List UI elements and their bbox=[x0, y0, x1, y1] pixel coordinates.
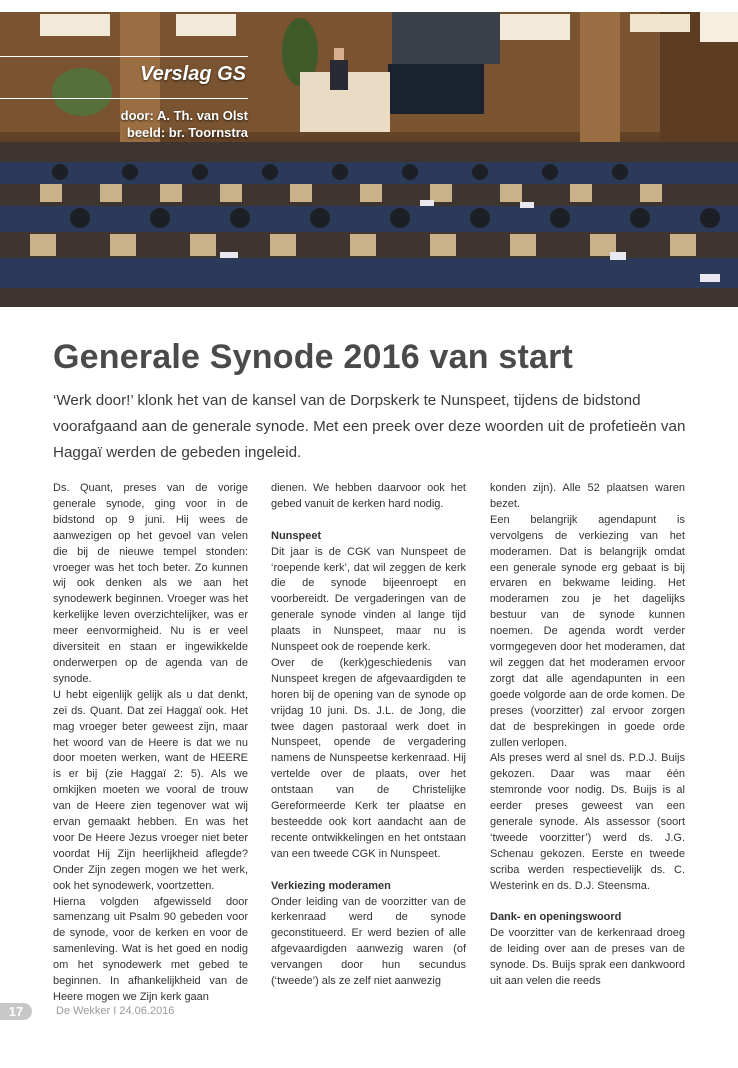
photo-credit: beeld: br. Toornstra bbox=[126, 125, 248, 140]
section-title: Verslag GS bbox=[140, 63, 246, 85]
column-2 bbox=[271, 481, 466, 990]
author-credit: door: A. Th. van Olst bbox=[120, 108, 248, 123]
paragraph: konden zijn). Alle 52 plaatsen waren bezet. bbox=[490, 482, 685, 510]
bottom-rule bbox=[0, 98, 248, 99]
subheading-dank-en-openingswoord: Dank- en openingswoord bbox=[490, 911, 622, 924]
paragraph: Onder leiding van de voorzitter van de kerkenraad werd de synode geconstitueerd. Er werd bezien of alle afgevaardigden aanwezig waren (of vervangen door hun secundus (‘tweede’) als ze zelf niet aanwezig bbox=[271, 895, 466, 988]
article-title: Generale Synode 2016 van start bbox=[53, 338, 574, 376]
paragraph: Ds. Quant, preses van de vorige generale synode, ging voor in de bidstond op 9 juni. Hij wees de aanwezigen op het gevoel van velen die bij de nieuwe tempel stonden: vroeger was het toch beter. Zo kunnen wij ook denken als we aan het synodewerk beginnen. Vroeger was het kerkelijke leven overzichtelijker, was er meer eenvormigheid. Nu is er veel diversiteit en staan er ingewikkelde onderwerpen op de agenda van de synode. bbox=[53, 482, 248, 685]
paragraph: dienen. We hebben daarvoor ook het gebed vanuit de kerken hard nodig. bbox=[271, 482, 466, 510]
hero-photo bbox=[0, 12, 738, 307]
paragraph: Dit jaar is de CGK van Nunspeet de ‘roepende kerk’, dat wil zeggen de kerk die de synode bijeenroept en voorbereidt. De vergaderingen van de generale synode vinden al lange tijd plaats in Nunspeet, maar nu is Nunspeet ook de roepende kerk. bbox=[271, 545, 466, 654]
paragraph: De voorzitter van de kerkenraad droeg de leiding over aan de preses van de synode. Ds. Buijs sprak een dankwoord uit aan velen die reeds bbox=[490, 927, 685, 988]
paragraph: Een belangrijk agendapunt is vervolgens de verkiezing van het moderamen. Dat is belangrijk omdat een generale synode erg gebaat is bij ervaren en bekwame leiding. Het moderamen zou je het dagelijks bestuur van de synode kunnen noemen. De agenda wordt verder vormgegeven door het moderamen, dat wil zeggen dat het moderamen ervoor zorgt dat alle agendapunten in een goede volgorde aan de orde komen. De preses (voorzitter) zal ervoor zorgen dat de besprekingen in goede orde zullen verlopen. bbox=[490, 513, 685, 749]
column-1 bbox=[53, 481, 248, 1006]
page-number: 17 bbox=[0, 1003, 32, 1020]
top-rule bbox=[0, 56, 248, 57]
publication-info: De Wekker I 24.06.2016 bbox=[56, 1005, 175, 1017]
subheading-verkiezing-moderamen: Verkiezing moderamen bbox=[271, 879, 391, 892]
paragraph: Hierna volgden afgewisseld door samenzang uit Psalm 90 gebeden voor de synode, voor de kerken en voor de samenleving. Wat is het goed en nodig om het synodewerk met gebed te beginnen. In afhankelijkheid van de Heere mogen we Zijn kerk gaan bbox=[53, 895, 248, 1003]
article-lead: ‘Werk door!’ klonk het van de kansel van de Dorpskerk te Nunspeet, tijdens de bidstond voorafgaand aan de generale synode. Met een preek over deze woorden uit de profetieën van Haggaï werden de gebeden ingeleid. bbox=[53, 392, 686, 461]
paragraph: U hebt eigenlijk gelijk als u dat denkt, zei ds. Quant. Dat zei Haggaï ook. Het mag vroeger beter geweest zijn, maar het woord van de Heere is dat we nu door moeten werken, want de HEERE is er bij (zie Haggaï 2: 5). Als we omkijken moeten we vooral de trouw van de Heere zien tegenover wat wij ervan gemaakt hebben. En was het voor De Heere Jezus vroeger niet beter voordat Hij Zijn heerlijkheid aflegde? Onder Zijn zegen mogen we het werk, ook het synodewerk, voortzetten. bbox=[53, 688, 248, 892]
column-3 bbox=[490, 481, 685, 990]
subheading-nunspeet: Nunspeet bbox=[271, 529, 322, 542]
paragraph: Over de (kerk)geschiedenis van Nunspeet kregen de afgevaardigden te horen bij de opening van de synode op vrijdag 10 juni. Ds. J.L. de Jong, die twee dagen pastoraal werk doet in Nunspeet, opende de vergadering namens de Nunspeetse kerkenraad. Hij vertelde over de plaats, over het ontstaan van de Christelijke Gereformeerde Kerk ter plaatse en besteedde ook kort aandacht aan de recente ontwikkelingen en het ontstaan van een tweede CGK in Nunspeet. bbox=[271, 656, 466, 860]
paragraph: Als preses werd al snel ds. P.D.J. Buijs gekozen. Daar was maar één stemronde voor nodig. Ds. Buijs is al eerder preses geweest van een generale synode. Als assessor (soort ‘tweede voorzitter’) werd ds. J.G. Schenau gekozen. Eerste en tweede scriba werden respectievelijk ds. C. Westerink en ds. D.J. Steensma. bbox=[490, 752, 685, 892]
